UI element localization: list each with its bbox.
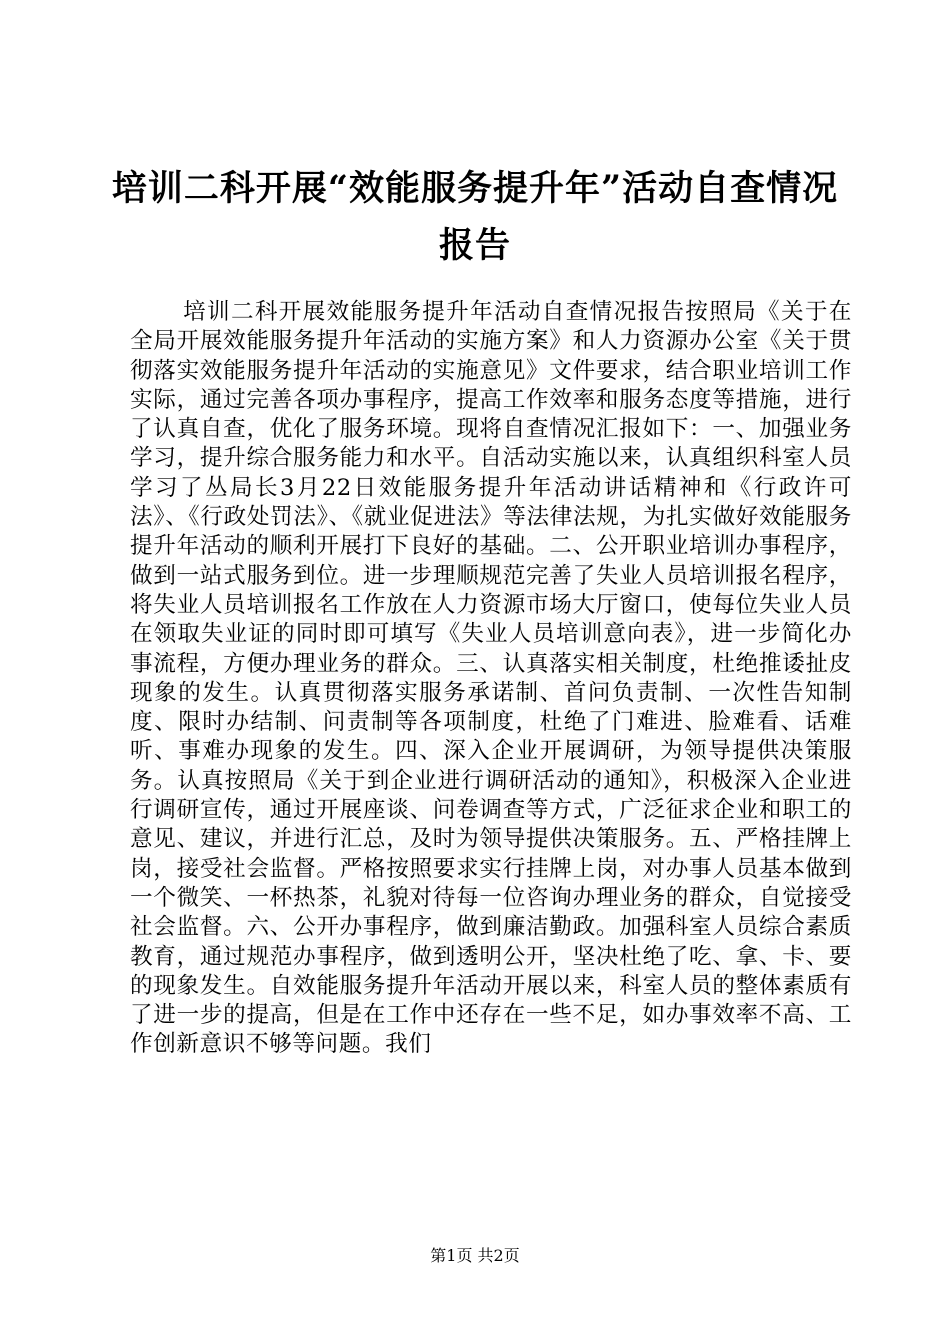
document-title: 培训二科开展“效能服务提升年”活动自查情况报告 [111, 168, 839, 266]
document-body: 培训二科开展效能服务提升年活动自查情况报告按照局《关于在全局开展效能服务提升年活动的实施方案》和人力资源办公室《关于贯彻落实效能服务提升年活动的实施意见》文件要求，结合职业培训工作实际，通过完善各项办事程序，提高工作效率和服务态度等措施，进行了认真自查，优化了服务环境。现将自查情况汇报如下：一、加强业务学习，提升综合服务能力和水平。自活动实施以来，认真组织科室人员学习了丛局长3月22日效能服务提升年活动讲话精神和《行政许可法》、《行政处罚法》、《就业促进法》等法律法规，为扎实做好效能服务提升年活动的顺利开展打下良好的基础。二、公开职业培训办事程序，做到一站式服务到位。进一步理顺规范完善了失业人员培训报名程序，将失业人员培训报名工作放在人力资源市场大厅窗口，使每位失业人员在领取失业证的同时即可填写《失业人员培训意向表》，进一步简化办事流程，方便办理业务的群众。三、认真落实相关制度，杜绝推诿扯皮现象的发生。认真贯彻落实服务承诺制、首问负责制、一次性告知制度、限时办结制、问责制等各项制度，杜绝了门难进、脸难看、话难听、事难办现象的发生。四、深入企业开展调研，为领导提供决策服务。认真按照局《关于到企业进行调研活动的通知》，积极深入企业进行调研宣传，通过开展座谈、问卷调查等方式，广泛征求企业和职工的意见、建议，并进行汇总，及时为领导提供决策服务。五、严格挂牌上岗，接受社会监督。严格按照要求实行挂牌上岗，对办事人员基本做到一个微笑、一杯热茶，礼貌对待每一位咨询办理业务的群众，自觉接受社会监督。六、公开办事程序，做到廉洁勤政。加强科室人员综合素质教育，通过规范办事程序，做到透明公开，坚决杜绝了吃、拿、卡、要的现象发生。自效能服务提升年活动开展以来，科室人员的整体素质有了进一步的提高，但是在工作中还存在一些不足，如办事效率不高、工作创新意识不够等问题。我们 [130, 299, 852, 1058]
page-footer: 第1页 共2页 [430, 1246, 520, 1265]
